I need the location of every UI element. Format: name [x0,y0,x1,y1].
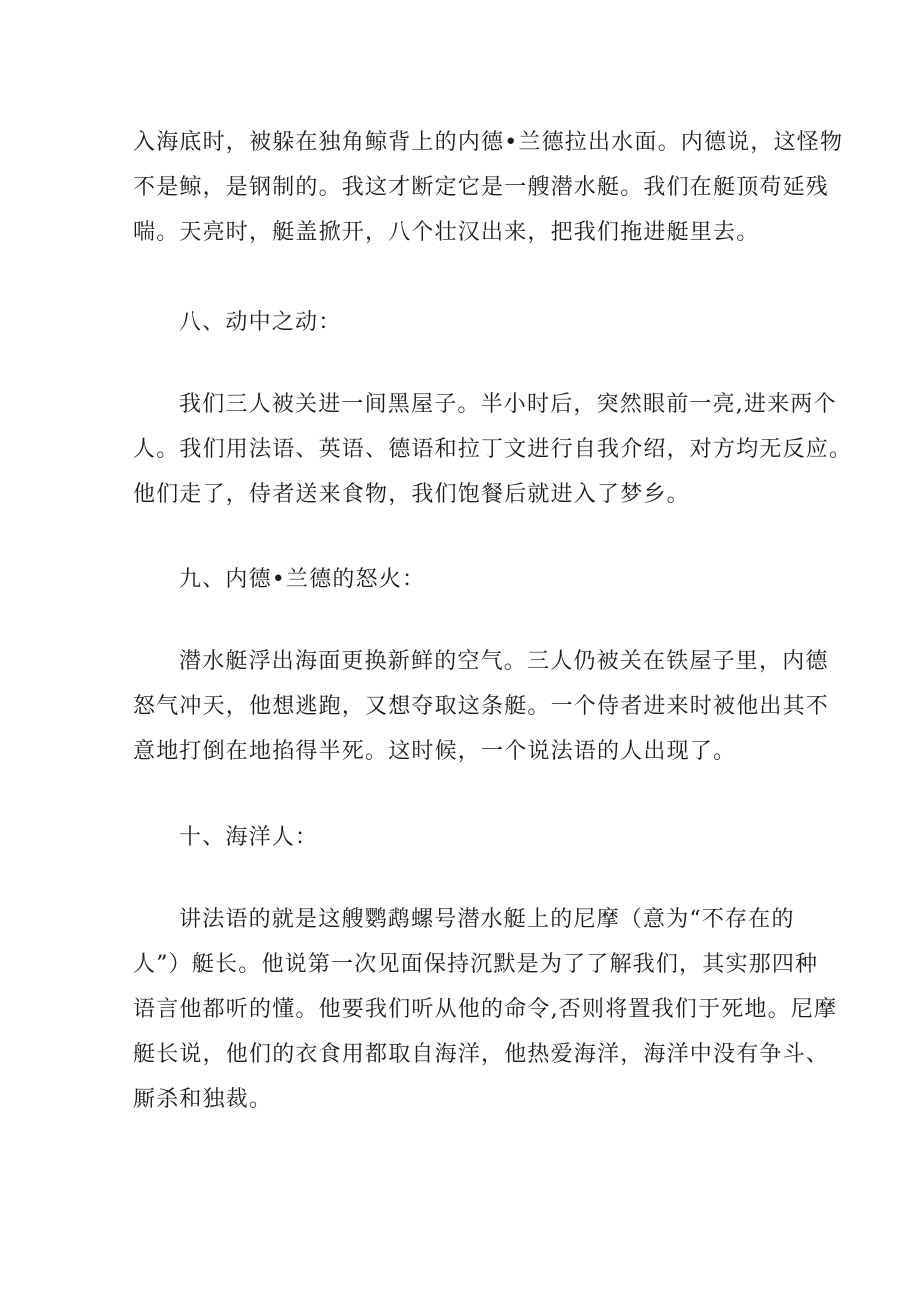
text-line: 意地打倒在地掐得半死。这时候，一个说法语的人出现了。 [133,739,737,764]
text-line: 喘。天亮时，艇盖掀开，八个壮汉出来，把我们拖进艇里去。 [133,220,760,245]
text-line: 人”）艇长。他说第一次见面保持沉默是为了了解我们，其实那四种 [133,952,819,977]
section-heading: 十、海洋人： [179,825,319,850]
text-line: 人。我们用法语、英语、德语和拉丁文进行自我介绍，对方均无反应。 [133,437,853,462]
text-line: 厮杀和独裁。 [133,1087,273,1112]
section-heading: 八、动中之动： [179,310,342,335]
text-line: 入海底时，被躲在独角鲸背上的内德•兰德拉出水面。内德说，这怪物 [133,130,844,155]
text-line: 怒气冲天，他想逃跑，又想夺取这条艇。一个侍者进来时被他出其不 [133,694,830,719]
text-line: 艇长说，他们的衣食用都取自海洋，他热爱海洋，海洋中没有争斗、 [133,1042,830,1067]
text-line: 他们走了，侍者送来食物，我们饱餐后就进入了梦乡。 [133,482,690,507]
section-heading: 九、内德•兰德的怒火： [179,567,426,592]
text-line: 语言他都听的懂。他要我们听从他的命令,否则将置我们于死地。尼摩 [133,997,838,1022]
paragraph [133,639,830,774]
text-line: 潜水艇浮出海面更换新鲜的空气。三人仍被关在铁屋子里，内德 [179,649,829,674]
text-line: 不是鲸，是钢制的。我这才断定它是一艘潜水艇。我们在艇顶苟延残 [133,175,830,200]
paragraph [133,897,838,1122]
paragraph [133,120,844,255]
paragraph [133,382,853,517]
text-line: 讲法语的就是这艘鹦鹉螺号潜水艇上的尼摩（意为“不存在的 [179,907,795,932]
text-line: 我们三人被关进一间黑屋子。半小时后，突然眼前一亮,进来两个 [179,392,837,417]
